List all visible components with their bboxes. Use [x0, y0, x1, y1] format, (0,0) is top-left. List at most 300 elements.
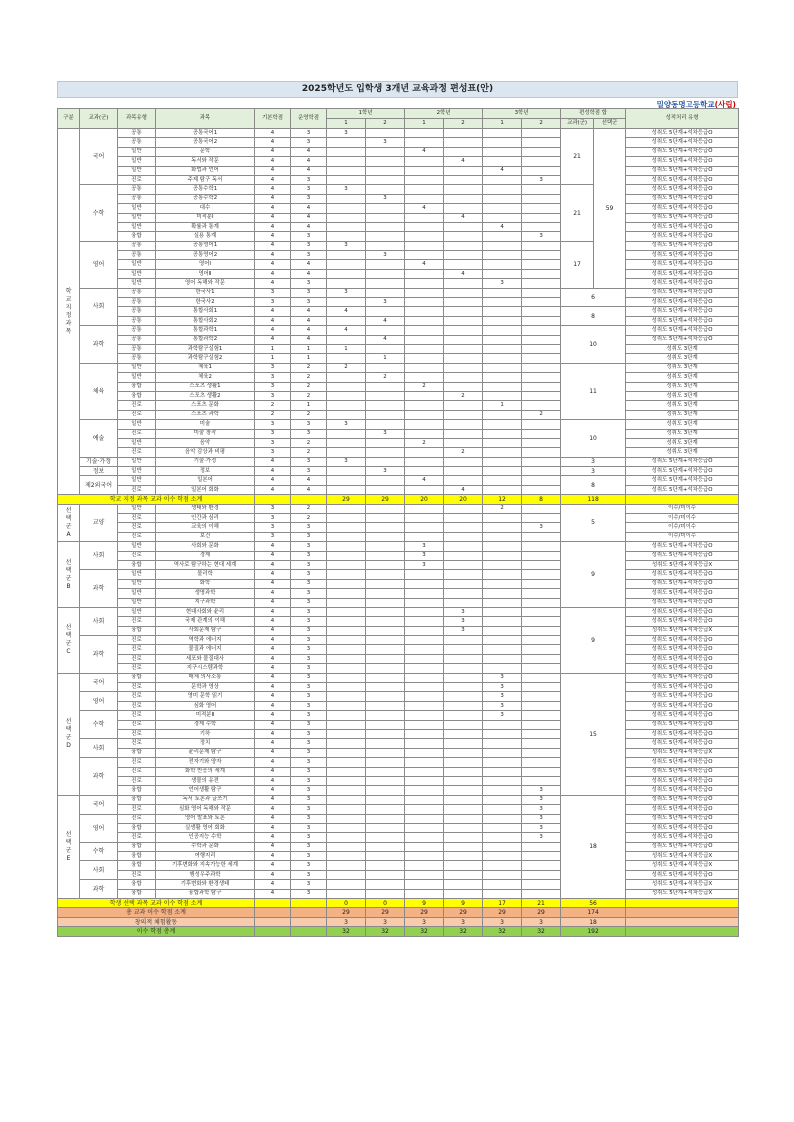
table-header — [58, 109, 739, 129]
cell-run-credit: 3 — [291, 626, 327, 635]
cell-semester-1 — [366, 701, 405, 710]
cell-eval: 성취도 5단계+석차등급O — [626, 776, 739, 785]
sum-art: 10 — [561, 420, 626, 458]
table-row — [58, 298, 739, 307]
table-row — [58, 589, 739, 598]
group-e_sci: 과학 — [80, 880, 118, 899]
cell-semester-3 — [444, 767, 483, 776]
cell-eval: 성취도 5단계+석차등급O — [626, 786, 739, 795]
cell-course: 일본어 — [156, 476, 255, 485]
table-row — [58, 711, 739, 720]
cell-type: 일반 — [118, 542, 156, 551]
cell-run-credit: 3 — [291, 786, 327, 795]
table-row — [58, 579, 739, 588]
section-E: 선택군E — [58, 795, 80, 898]
cell-base-credit: 4 — [255, 617, 291, 626]
cell-course: 통합과학2 — [156, 335, 255, 344]
cell-course: 생태와 환경 — [156, 504, 255, 513]
cell-semester-4 — [483, 298, 522, 307]
cell-semester-3 — [444, 420, 483, 429]
section-A: 선택군A — [58, 504, 80, 542]
sum-sci: 10 — [561, 326, 626, 364]
cell-base-credit: 4 — [255, 833, 291, 842]
cell-semester-0 — [327, 467, 366, 476]
cell-semester-4 — [483, 786, 522, 795]
cell-course: 공통영어2 — [156, 251, 255, 260]
cell-semester-4 — [483, 626, 522, 635]
cell-type: 진로 — [118, 711, 156, 720]
cell-base-credit: 4 — [255, 654, 291, 663]
cell-semester-2 — [405, 523, 444, 532]
cell-semester-4 — [483, 767, 522, 776]
cell-eval: 성취도 5단계+석차등급O — [626, 551, 739, 560]
cell-semester-1 — [366, 852, 405, 861]
cell-semester-3 — [444, 683, 483, 692]
cell-semester-3: 3 — [444, 617, 483, 626]
cell-course: 통합사회2 — [156, 316, 255, 325]
cell-eval: 성취도 5단계+석차등급O — [626, 842, 739, 851]
cell-semester-1 — [366, 344, 405, 353]
cell-semester-1 — [366, 814, 405, 823]
cell-semester-5 — [522, 889, 561, 898]
cell-semester-3 — [444, 701, 483, 710]
cell-semester-2 — [405, 298, 444, 307]
cell-eval: 성취도 5단계+석차등급X — [626, 861, 739, 870]
cell-run-credit: 2 — [291, 514, 327, 523]
cell-semester-2 — [405, 570, 444, 579]
cell-semester-5 — [522, 664, 561, 673]
cell-semester-3: 4 — [444, 269, 483, 278]
cell-base-credit: 4 — [255, 166, 291, 175]
cell-run-credit: 3 — [291, 870, 327, 879]
cell-run-credit: 3 — [291, 739, 327, 748]
cell-run-credit: 3 — [291, 880, 327, 889]
cell-base-credit: 4 — [255, 185, 291, 194]
group-d_soc: 사회 — [80, 739, 118, 758]
cell-semester-2 — [405, 795, 444, 804]
cell-base-credit: 4 — [255, 767, 291, 776]
cell-course: 심화 영어 독해와 작문 — [156, 805, 255, 814]
cell-semester-0 — [327, 833, 366, 842]
cell-base-credit: 3 — [255, 504, 291, 513]
cell-semester-5 — [522, 579, 561, 588]
cell-course: 확률과 통계 — [156, 222, 255, 231]
total-sum: 18 — [561, 917, 626, 926]
cell-eval: 성취도 5단계+석차등급O — [626, 232, 739, 241]
cell-course: 문학 — [156, 147, 255, 156]
cell-semester-3: 4 — [444, 157, 483, 166]
cell-semester-1: 1 — [366, 354, 405, 363]
cell-run-credit: 1 — [291, 344, 327, 353]
cell-semester-2 — [405, 720, 444, 729]
table-row — [58, 373, 739, 382]
cell-eval: 성취도 5단계+석차등급O — [626, 673, 739, 682]
cell-semester-4 — [483, 598, 522, 607]
cell-semester-1 — [366, 204, 405, 213]
cell-semester-4 — [483, 814, 522, 823]
cell-semester-0 — [327, 711, 366, 720]
cell-type: 진로 — [118, 401, 156, 410]
total-blank — [626, 927, 739, 936]
cell-semester-2 — [405, 514, 444, 523]
cell-base-credit: 3 — [255, 382, 291, 391]
table-row — [58, 542, 739, 551]
cell-semester-2 — [405, 175, 444, 184]
cell-eval: 성취도 5단계+석차등급O — [626, 185, 739, 194]
cell-eval: 성취도 5단계+석차등급O — [626, 607, 739, 616]
cell-semester-0 — [327, 542, 366, 551]
table-row — [58, 776, 739, 785]
table-row — [58, 814, 739, 823]
cell-type: 일반 — [118, 589, 156, 598]
cell-base-credit: 4 — [255, 673, 291, 682]
cell-semester-2 — [405, 683, 444, 692]
cell-semester-0: 4 — [327, 307, 366, 316]
cell-semester-5 — [522, 739, 561, 748]
cell-semester-4 — [483, 758, 522, 767]
cell-semester-4 — [483, 730, 522, 739]
table-row — [58, 523, 739, 532]
cell-semester-1 — [366, 786, 405, 795]
cell-semester-3 — [444, 326, 483, 335]
cell-semester-5: 3 — [522, 786, 561, 795]
cell-semester-1 — [366, 560, 405, 569]
cell-eval: 성취도 5단계+석차등급O — [626, 720, 739, 729]
cell-semester-2 — [405, 363, 444, 372]
cell-base-credit: 4 — [255, 476, 291, 485]
cell-semester-4 — [483, 636, 522, 645]
cell-semester-5 — [522, 429, 561, 438]
total-blank — [626, 899, 739, 908]
school-type: (사립) — [714, 100, 736, 109]
cell-base-credit: 4 — [255, 326, 291, 335]
cell-course: 미술 창작 — [156, 429, 255, 438]
cell-type: 일반 — [118, 467, 156, 476]
cell-semester-0 — [327, 870, 366, 879]
cell-eval: 성취도 5단계+석차등급X — [626, 560, 739, 569]
cell-semester-4 — [483, 842, 522, 851]
cell-course: 통합과학1 — [156, 326, 255, 335]
group-e_kor: 국어 — [80, 795, 118, 814]
cell-semester-3 — [444, 504, 483, 513]
cell-base-credit: 4 — [255, 589, 291, 598]
table-row — [58, 514, 739, 523]
total-row-school — [58, 495, 739, 504]
cell-base-credit: 4 — [255, 758, 291, 767]
cell-semester-2: 4 — [405, 204, 444, 213]
total-semester-4: 3 — [483, 917, 522, 926]
table-row — [58, 251, 739, 260]
cell-eval: 성취도 5단계+석차등급O — [626, 316, 739, 325]
cell-semester-4 — [483, 316, 522, 325]
cell-semester-5: 3 — [522, 175, 561, 184]
cell-run-credit: 3 — [291, 429, 327, 438]
cell-course: 세포와 물질대사 — [156, 654, 255, 663]
cell-run-credit: 3 — [291, 805, 327, 814]
cell-semester-3 — [444, 852, 483, 861]
cell-course: 역사로 탐구하는 현대 세계 — [156, 560, 255, 569]
cell-eval: 성취도 5단계+석차등급O — [626, 269, 739, 278]
cell-type: 공통 — [118, 307, 156, 316]
cell-eval: 성취도 5단계+석차등급O — [626, 711, 739, 720]
cell-run-credit: 3 — [291, 251, 327, 260]
cell-base-credit: 4 — [255, 739, 291, 748]
cell-semester-4 — [483, 344, 522, 353]
cell-type: 융합 — [118, 889, 156, 898]
cell-run-credit: 3 — [291, 560, 327, 569]
cell-eval: 성취도 5단계+석차등급O — [626, 758, 739, 767]
cell-semester-5 — [522, 382, 561, 391]
cell-base-credit: 4 — [255, 194, 291, 203]
cell-semester-4: 3 — [483, 673, 522, 682]
table-row — [58, 748, 739, 757]
cell-semester-1 — [366, 410, 405, 419]
cell-semester-2 — [405, 410, 444, 419]
total-semester-0: 29 — [327, 495, 366, 504]
cell-semester-1 — [366, 626, 405, 635]
cell-semester-3 — [444, 232, 483, 241]
cell-semester-3 — [444, 410, 483, 419]
cell-semester-5 — [522, 598, 561, 607]
cell-semester-5 — [522, 401, 561, 410]
cell-type: 진로 — [118, 720, 156, 729]
cell-type: 진로 — [118, 805, 156, 814]
cell-semester-5 — [522, 326, 561, 335]
cell-semester-2 — [405, 730, 444, 739]
cell-semester-2 — [405, 185, 444, 194]
cell-run-credit: 3 — [291, 523, 327, 532]
table-row — [58, 654, 739, 663]
cell-semester-0 — [327, 683, 366, 692]
cell-course: 융합과학 탐구 — [156, 889, 255, 898]
cell-semester-3 — [444, 889, 483, 898]
cell-semester-5 — [522, 476, 561, 485]
cell-semester-0 — [327, 598, 366, 607]
cell-semester-2 — [405, 157, 444, 166]
total-blank — [291, 927, 327, 936]
cell-base-credit: 4 — [255, 795, 291, 804]
cell-type: 공통 — [118, 335, 156, 344]
cell-semester-3 — [444, 673, 483, 682]
cell-semester-4 — [483, 382, 522, 391]
cell-semester-3 — [444, 185, 483, 194]
table-row — [58, 307, 739, 316]
cell-type: 진로 — [118, 636, 156, 645]
sum-B: 9 — [561, 542, 626, 608]
cell-course: 기술·가정 — [156, 457, 255, 466]
cell-semester-1 — [366, 476, 405, 485]
cell-semester-2 — [405, 636, 444, 645]
cell-semester-5 — [522, 636, 561, 645]
table-row — [58, 222, 739, 231]
total-semester-0: 32 — [327, 927, 366, 936]
cell-semester-3 — [444, 467, 483, 476]
table-row — [58, 157, 739, 166]
cell-semester-3 — [444, 298, 483, 307]
cell-course: 통합사회1 — [156, 307, 255, 316]
cell-semester-0 — [327, 617, 366, 626]
cell-semester-5 — [522, 448, 561, 457]
cell-base-credit: 3 — [255, 438, 291, 447]
table-row — [58, 410, 739, 419]
cell-semester-5 — [522, 467, 561, 476]
cell-semester-5 — [522, 861, 561, 870]
cell-semester-0 — [327, 138, 366, 147]
cell-base-credit: 4 — [255, 138, 291, 147]
cell-run-credit: 3 — [291, 852, 327, 861]
cell-semester-3 — [444, 645, 483, 654]
table-row — [58, 354, 739, 363]
header-y3-s2: 2 — [522, 119, 561, 129]
cell-base-credit: 4 — [255, 607, 291, 616]
cell-base-credit: 4 — [255, 579, 291, 588]
cell-course: 체육1 — [156, 363, 255, 372]
cell-type: 진로 — [118, 485, 156, 494]
cell-eval: 이수/미이수 — [626, 504, 739, 513]
cell-semester-5 — [522, 683, 561, 692]
cell-run-credit: 3 — [291, 570, 327, 579]
cell-type: 공통 — [118, 354, 156, 363]
table-row — [58, 457, 739, 466]
table-row — [58, 382, 739, 391]
table-row — [58, 467, 739, 476]
cell-semester-5 — [522, 589, 561, 598]
cell-type: 융합 — [118, 232, 156, 241]
cell-eval: 성취도 5단계+석차등급O — [626, 805, 739, 814]
cell-semester-5: 3 — [522, 814, 561, 823]
cell-semester-2 — [405, 617, 444, 626]
cell-base-credit: 4 — [255, 852, 291, 861]
cell-semester-3 — [444, 720, 483, 729]
cell-semester-3 — [444, 795, 483, 804]
sum-soc1: 6 — [561, 288, 626, 307]
cell-course: 스포츠 생활1 — [156, 382, 255, 391]
cell-run-credit: 3 — [291, 767, 327, 776]
cell-run-credit: 3 — [291, 720, 327, 729]
total-semester-1: 29 — [366, 908, 405, 917]
cell-semester-5: 3 — [522, 805, 561, 814]
cell-base-credit: 4 — [255, 129, 291, 138]
total-label: 총 교과 이수 학점 소계 — [58, 908, 255, 917]
cell-run-credit: 3 — [291, 194, 327, 203]
cell-semester-4 — [483, 514, 522, 523]
cell-eval: 성취도 3단계 — [626, 429, 739, 438]
cell-eval: 성취도 3단계 — [626, 391, 739, 400]
cell-semester-2 — [405, 664, 444, 673]
cell-semester-3 — [444, 129, 483, 138]
cell-semester-4 — [483, 889, 522, 898]
cell-semester-3 — [444, 776, 483, 785]
cell-semester-2 — [405, 852, 444, 861]
cell-semester-1 — [366, 129, 405, 138]
cell-base-credit: 4 — [255, 570, 291, 579]
cell-eval: 이수/미이수 — [626, 514, 739, 523]
cell-semester-4 — [483, 485, 522, 494]
header-year2: 2학년 — [405, 109, 483, 119]
cell-semester-4 — [483, 852, 522, 861]
cell-course: 과학탐구실험2 — [156, 354, 255, 363]
table-row — [58, 739, 739, 748]
total-blank — [255, 917, 291, 926]
cell-course: 인공지능 수학 — [156, 833, 255, 842]
cell-base-credit: 3 — [255, 420, 291, 429]
cell-semester-5 — [522, 335, 561, 344]
cell-semester-4: 3 — [483, 683, 522, 692]
cell-semester-2 — [405, 316, 444, 325]
cell-course: 독서 토론과 글쓰기 — [156, 795, 255, 804]
cell-eval: 성취도 5단계+석차등급X — [626, 889, 739, 898]
cell-base-credit: 4 — [255, 560, 291, 569]
cell-semester-3 — [444, 260, 483, 269]
cell-semester-2 — [405, 776, 444, 785]
total-semester-5: 29 — [522, 908, 561, 917]
cell-run-credit: 3 — [291, 288, 327, 297]
cell-type: 진로 — [118, 776, 156, 785]
cell-run-credit: 3 — [291, 814, 327, 823]
sum-D: 15 — [561, 673, 626, 795]
cell-semester-1 — [366, 307, 405, 316]
table-row — [58, 175, 739, 184]
total-label: 학교 지정 과목 교과 이수 학점 소계 — [58, 495, 255, 504]
cell-semester-3: 4 — [444, 213, 483, 222]
cell-semester-0 — [327, 776, 366, 785]
cell-eval: 성취도 3단계 — [626, 354, 739, 363]
sum-lang2: 8 — [561, 476, 626, 495]
total-sum: 118 — [561, 495, 626, 504]
cell-semester-5 — [522, 852, 561, 861]
cell-run-credit: 3 — [291, 241, 327, 250]
cell-semester-1: 2 — [366, 373, 405, 382]
cell-base-credit: 4 — [255, 664, 291, 673]
cell-semester-4 — [483, 288, 522, 297]
table-row — [58, 166, 739, 175]
cell-course: 교육의 이해 — [156, 523, 255, 532]
cell-semester-2 — [405, 448, 444, 457]
cell-semester-0: 3 — [327, 457, 366, 466]
total-semester-2: 20 — [405, 495, 444, 504]
cell-type: 일반 — [118, 204, 156, 213]
cell-base-credit: 4 — [255, 335, 291, 344]
cell-semester-4: 3 — [483, 279, 522, 288]
cell-course: 한국사2 — [156, 298, 255, 307]
cell-semester-0 — [327, 692, 366, 701]
cell-base-credit: 4 — [255, 213, 291, 222]
cell-semester-5 — [522, 673, 561, 682]
cell-base-credit: 4 — [255, 542, 291, 551]
total-label: 학생 선택 과목 교과 이수 학점 소계 — [58, 899, 255, 908]
cell-semester-4 — [483, 720, 522, 729]
table-row — [58, 758, 739, 767]
table-row — [58, 279, 739, 288]
cell-semester-4 — [483, 269, 522, 278]
cell-type: 융합 — [118, 560, 156, 569]
cell-semester-5 — [522, 542, 561, 551]
cell-semester-2 — [405, 269, 444, 278]
cell-semester-0 — [327, 805, 366, 814]
cell-semester-1 — [366, 523, 405, 532]
cell-semester-2 — [405, 213, 444, 222]
cell-type: 진로 — [118, 833, 156, 842]
total-label: 창의적 체험활동 — [58, 917, 255, 926]
group-d_kor: 국어 — [80, 673, 118, 692]
cell-type: 공통 — [118, 138, 156, 147]
cell-semester-5 — [522, 514, 561, 523]
table-row — [58, 476, 739, 485]
cell-type: 일반 — [118, 504, 156, 513]
cell-type: 융합 — [118, 842, 156, 851]
cell-course: 역학과 에너지 — [156, 636, 255, 645]
cell-eval: 성취도 3단계 — [626, 363, 739, 372]
